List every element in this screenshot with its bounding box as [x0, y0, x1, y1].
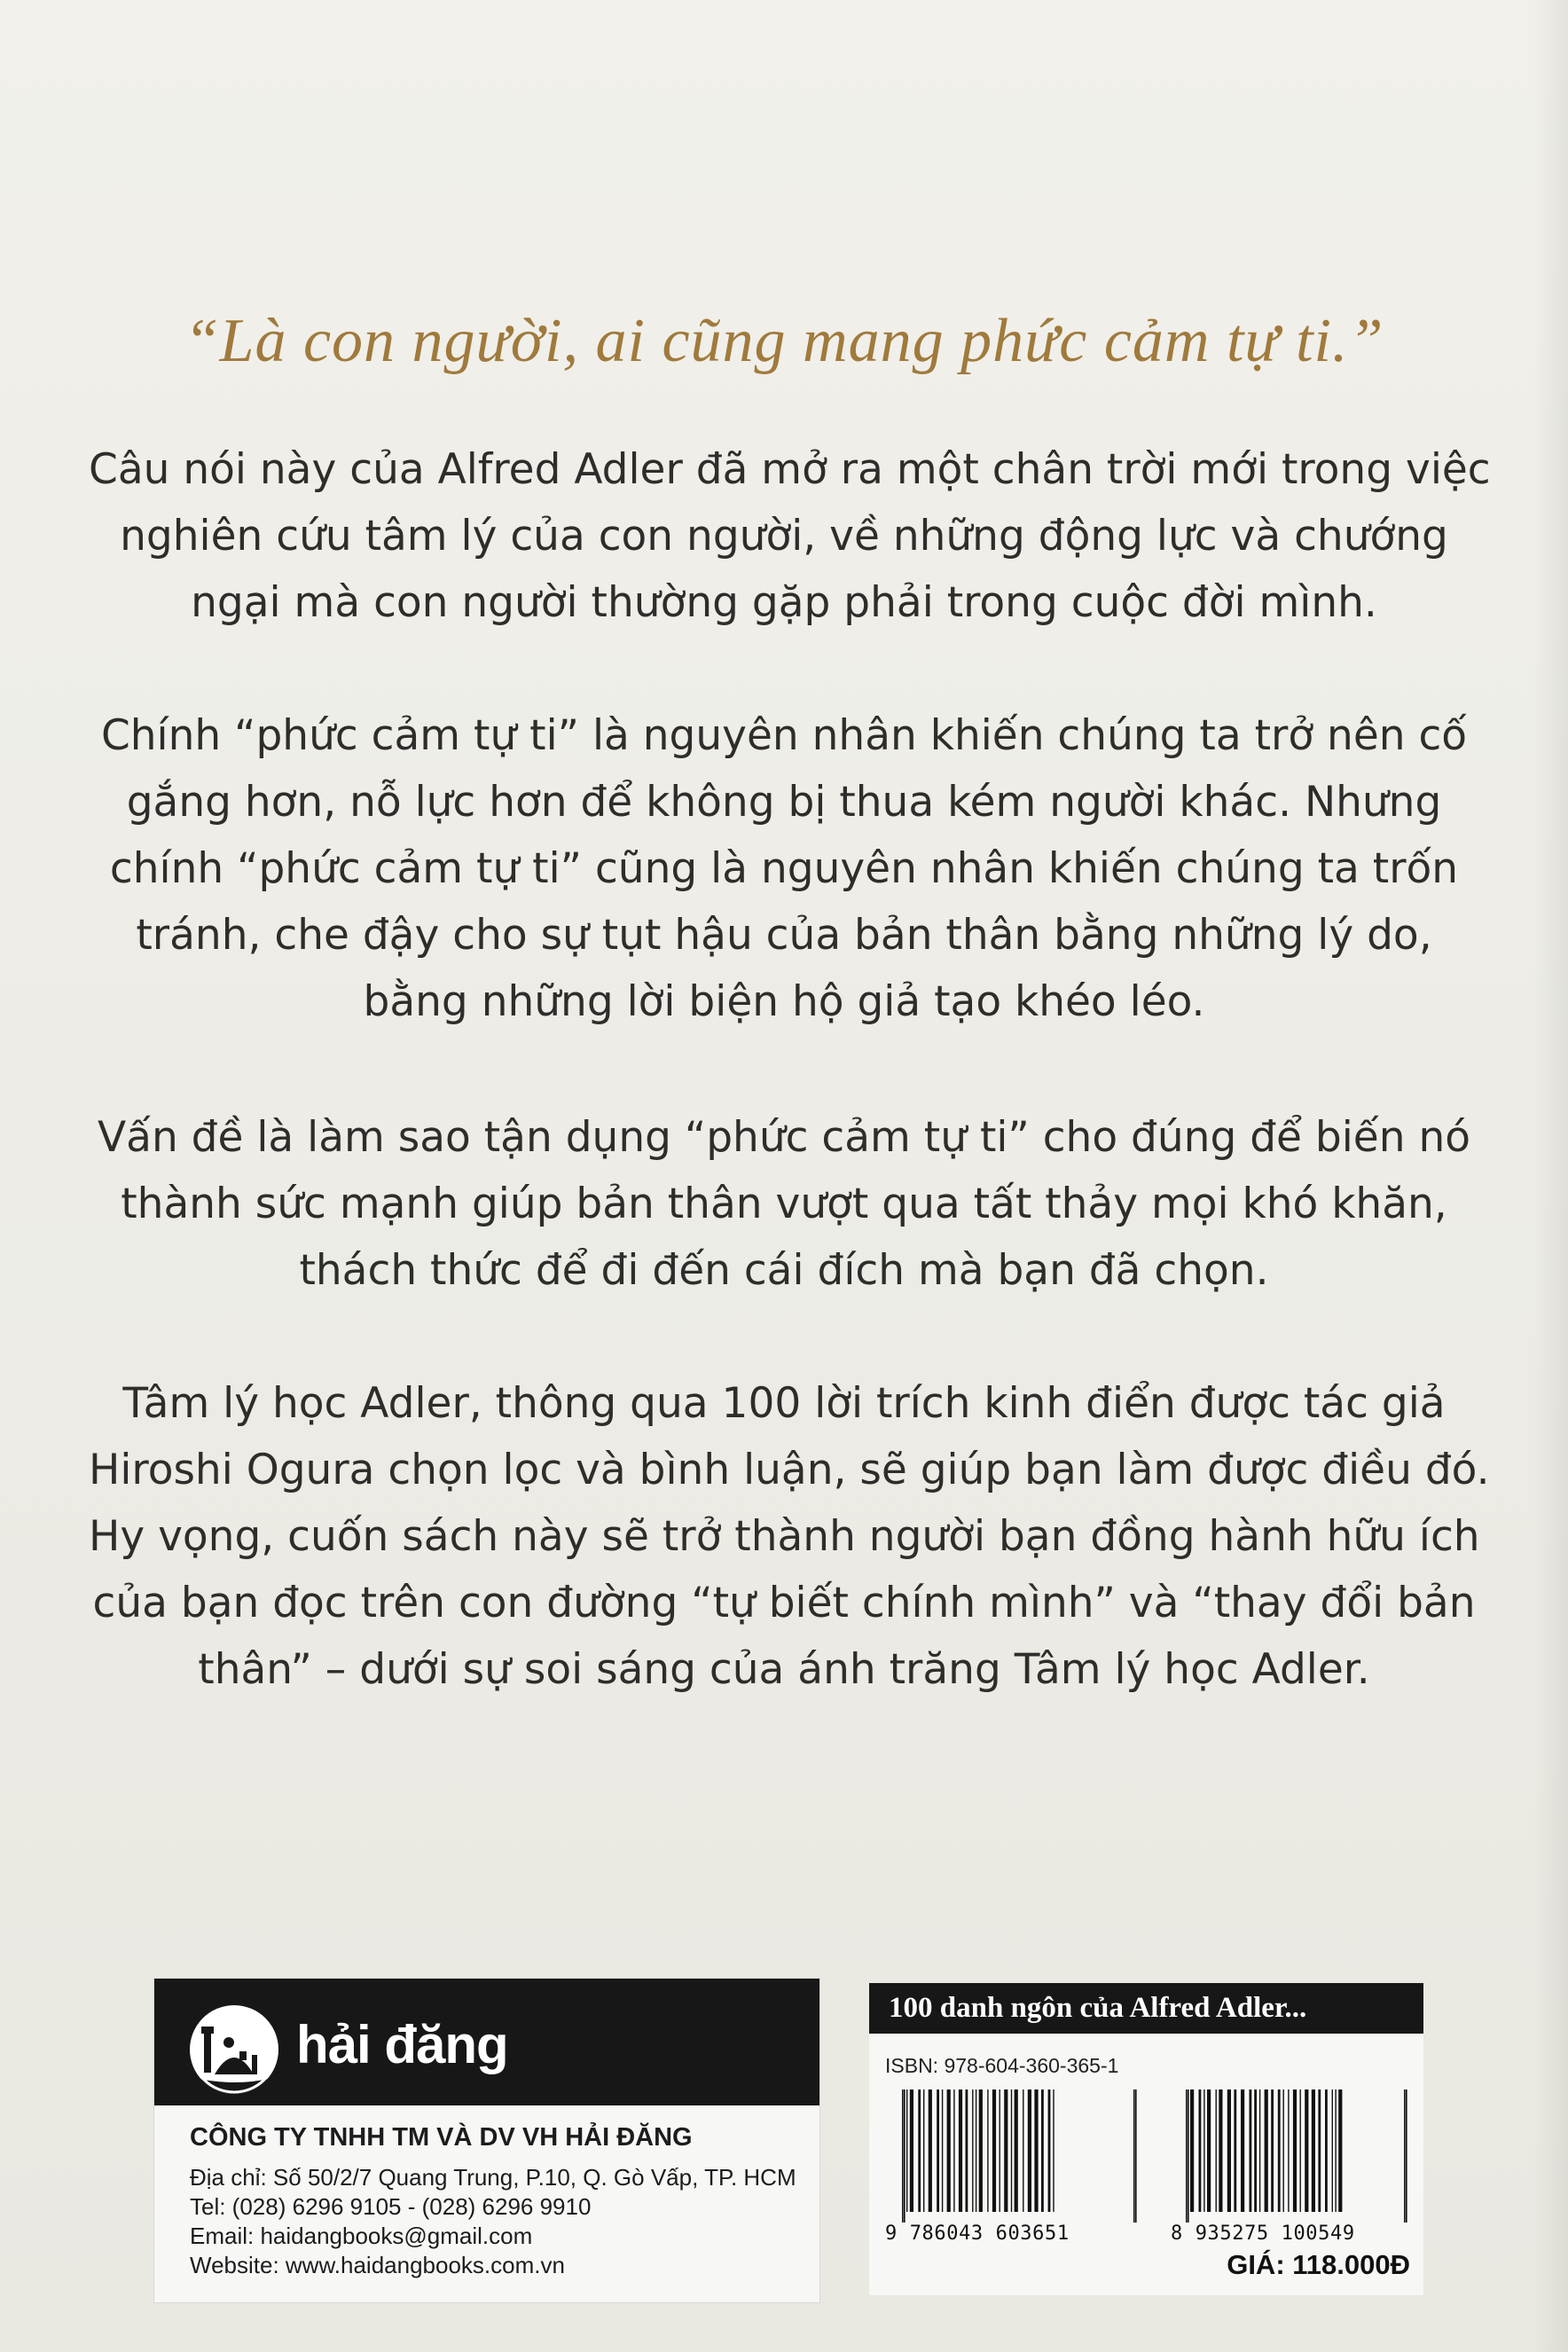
paragraph-1 [89, 436, 1491, 636]
product-barcode-digits: 8 935275 100549 [1171, 2223, 1355, 2245]
paragraph-line: thành sức mạnh giúp bản thân vượt qua tất thảy mọi khó khăn, [121, 1180, 1447, 1228]
publisher-box [153, 1978, 820, 2303]
paragraph-2 [89, 702, 1479, 1035]
product-barcode [1184, 2089, 1410, 2223]
publisher-company: CÔNG TY TNHH TM VÀ DV VH HẢI ĐĂNG [190, 2123, 693, 2152]
paragraph-line: tránh, che đậy cho sự tụt hậu của bản thân bằng những lý do, [136, 911, 1432, 960]
publisher-tel: Tel: (028) 6296 9105 - (028) 6296 9910 [190, 2193, 592, 2220]
cover-quote: “Là con người, ai cũng mang phức cảm tự ti.” [184, 307, 1384, 375]
price-label: GIÁ: 118.000Đ [1227, 2249, 1410, 2280]
isbn-barcode-digits: 9 786043 603651 [885, 2223, 1070, 2245]
barcode-box [869, 1983, 1423, 2295]
paragraph-line: thân” – dưới sự soi sáng của ánh trăng Tâm lý học Adler. [198, 1645, 1370, 1694]
paragraph-line: Câu nói này của Alfred Adler đã mở ra một chân trời mới trong việc [89, 445, 1491, 494]
paragraph-line: gắng hơn, nỗ lực hơn để không bị thua kém người khác. Nhưng [126, 778, 1442, 827]
isbn-label: ISBN: 978-604-360-365-1 [885, 2054, 1119, 2077]
publisher-details [190, 2123, 802, 2280]
paragraph-4 [89, 1370, 1490, 1703]
paragraph-line: Tâm lý học Adler, thông qua 100 lời trích kinh điển được tác giả [122, 1379, 1446, 1428]
paragraph-3 [89, 1104, 1479, 1304]
paragraph-line: nghiên cứu tâm lý của con người, về những động lực và chướng [120, 512, 1448, 561]
paragraph-line: Hy vọng, cuốn sách này sẽ trở thành người bạn đồng hành hữu ích [89, 1512, 1480, 1561]
paragraph-line: Chính “phức cảm tự ti” là nguyên nhân khiến chúng ta trở nên cố [100, 711, 1468, 760]
publisher-header [154, 1979, 819, 2105]
publisher-email: Email: haidangbooks@gmail.com [190, 2223, 533, 2249]
paragraph-line: Vấn đề là làm sao tận dụng “phức cảm tự ti” cho đúng để biến nó [98, 1113, 1470, 1162]
publisher-logo-text: hải đăng [296, 2015, 508, 2074]
paragraph-line: của bạn đọc trên con đường “tự biết chính mình” và “thay đổi bản [92, 1579, 1476, 1627]
book-title-band: 100 danh ngôn của Alfred Adler... [869, 1983, 1423, 2034]
isbn-barcode [900, 2089, 1140, 2223]
publisher-website: Website: www.haidangbooks.com.vn [190, 2252, 565, 2278]
paragraph-line: ngại mà con người thường gặp phải trong cuộc đời mình. [191, 578, 1377, 627]
lighthouse-icon [190, 2005, 278, 2094]
publisher-address: Địa chỉ: Số 50/2/7 Quang Trung, P.10, Q. Gò Vấp, TP. HCM [190, 2164, 796, 2191]
paragraph-line: chính “phức cảm tự ti” cũng là nguyên nhân khiến chúng ta trốn [109, 844, 1459, 893]
paragraph-line: bằng những lời biện hộ giả tạo khéo léo. [363, 977, 1205, 1026]
paragraph-line: Hiroshi Ogura chọn lọc và bình luận, sẽ giúp bạn làm được điều đó. [89, 1446, 1490, 1494]
paragraph-line: thách thức để đi đến cái đích mà bạn đã chọn. [299, 1246, 1269, 1295]
